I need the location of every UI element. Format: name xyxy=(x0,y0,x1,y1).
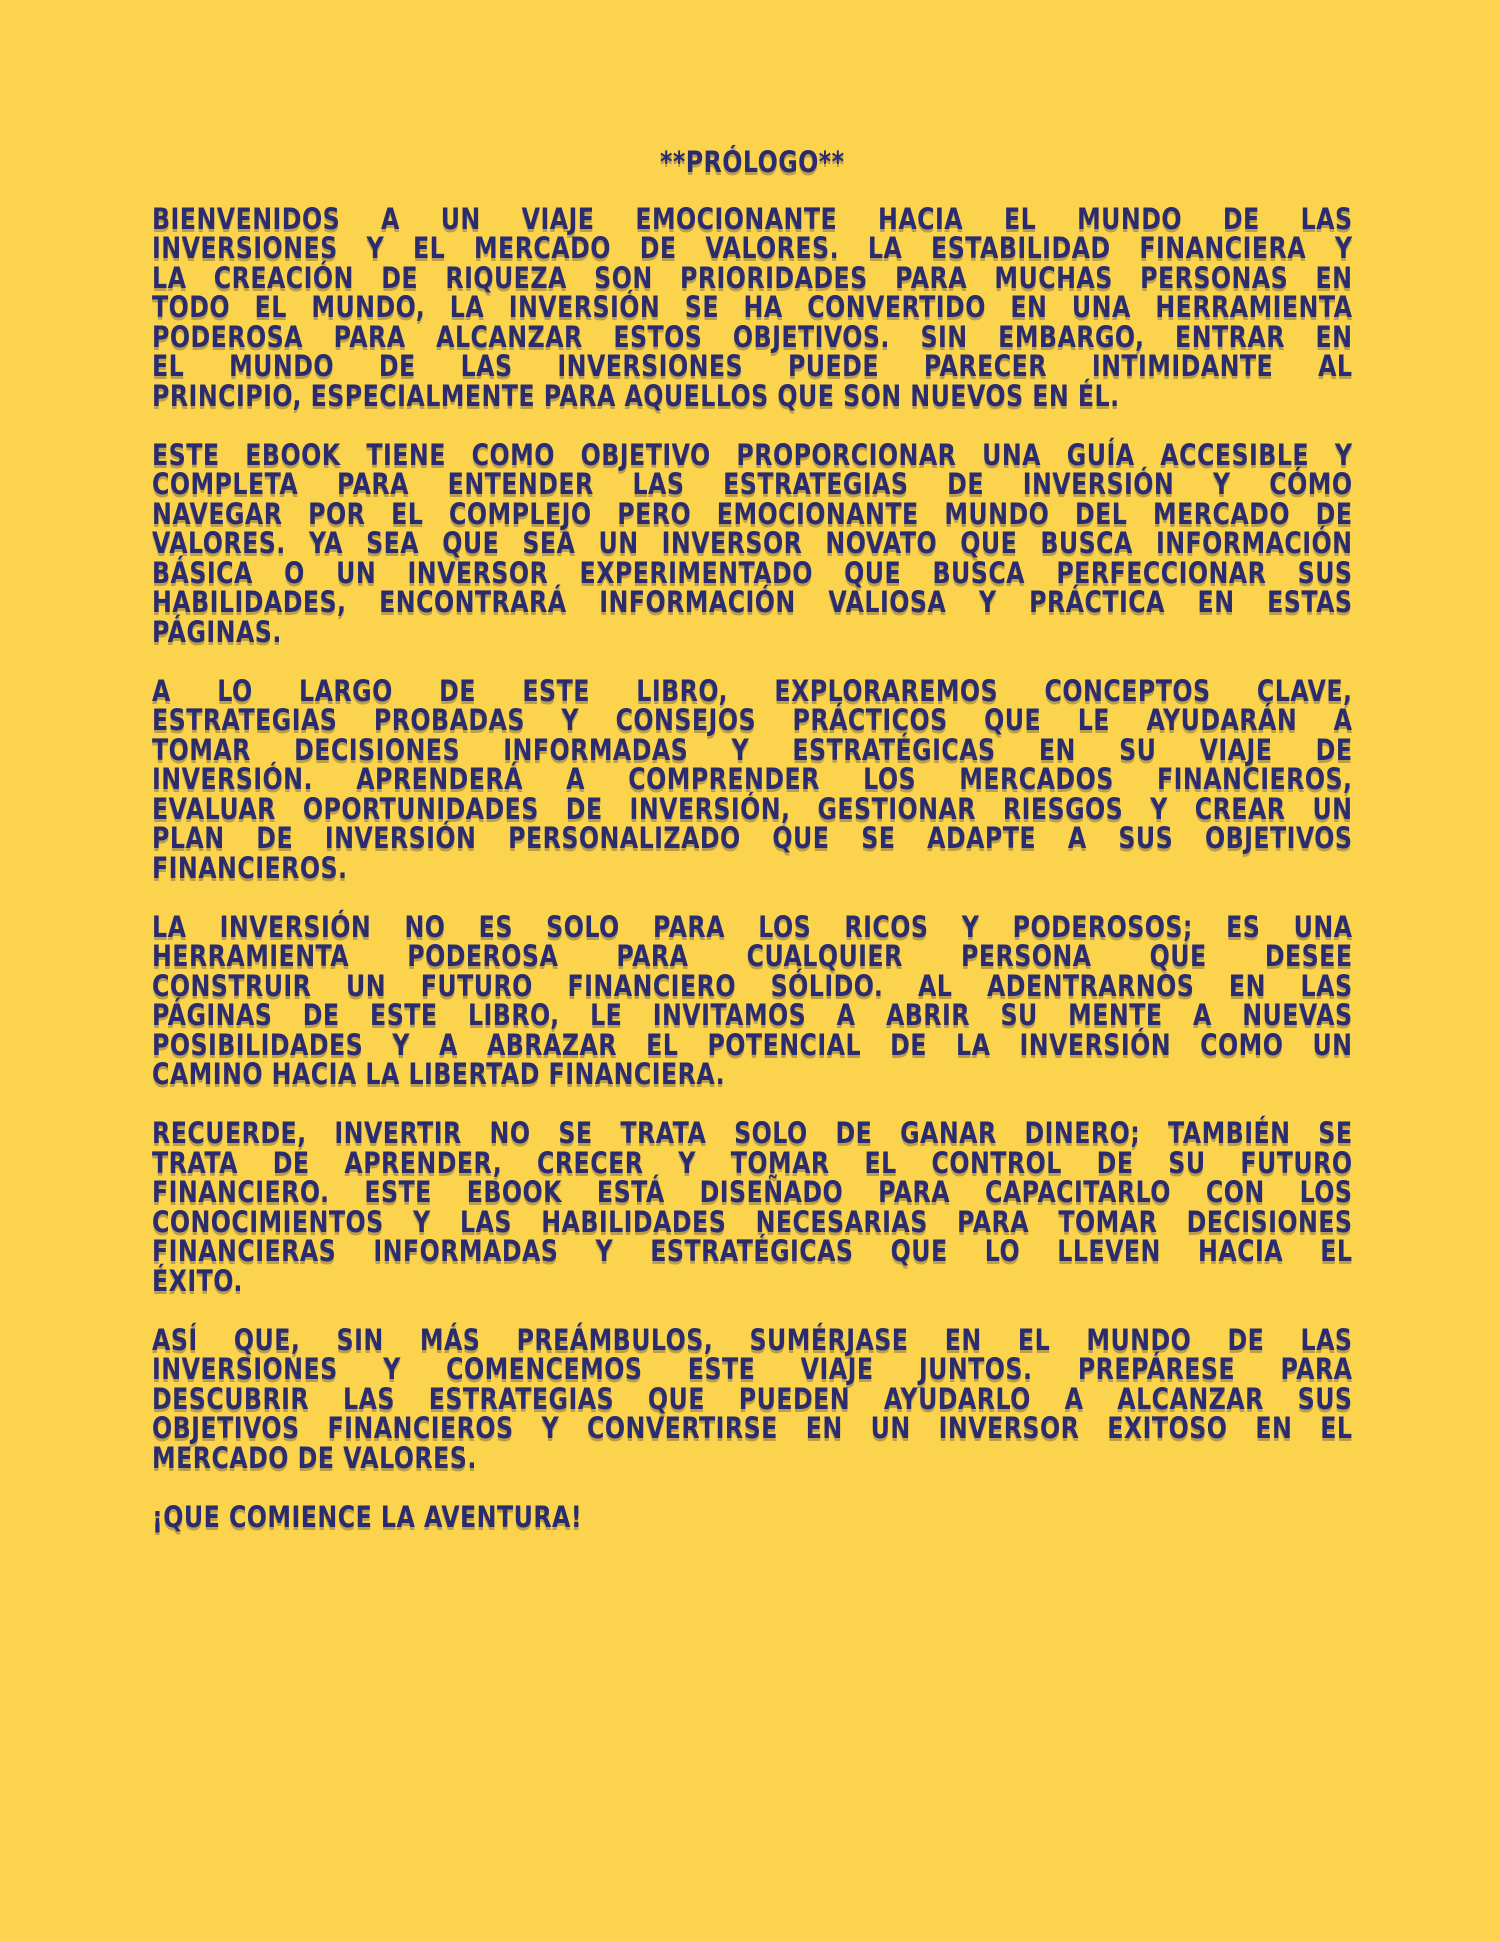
text-line: INVERSIÓN. APRENDERÁ A COMPRENDER LOS MERCADOS FINANCIEROS, xyxy=(152,762,1353,796)
paragraph xyxy=(152,673,1353,885)
text-line: PÁGINAS DE ESTE LIBRO, LE INVITAMOS A ABRIR SU MENTE A NUEVAS xyxy=(152,998,1353,1032)
text-line: RECUERDE, INVERTIR NO SE TRATA SOLO DE GANAR DINERO; TAMBIÉN SE xyxy=(152,1116,1353,1150)
text-line: INVERSIONES Y EL MERCADO DE VALORES. LA ESTABILIDAD FINANCIERA Y xyxy=(152,231,1353,265)
text-line: OBJETIVOS FINANCIEROS Y CONVERTIRSE EN UN INVERSOR EXITOSO EN EL xyxy=(152,1411,1353,1445)
text-line: INVERSIONES Y COMENCEMOS ESTE VIAJE JUNTOS. PREPÁRESE PARA xyxy=(152,1352,1353,1386)
text-line: ESTE EBOOK TIENE COMO OBJETIVO PROPORCIONAR UNA GUÍA ACCESIBLE Y xyxy=(152,437,1353,472)
text-line: A LO LARGO DE ESTE LIBRO, EXPLORAREMOS CONCEPTOS CLAVE, xyxy=(152,673,1353,708)
text-line: TRATA DE APRENDER, CRECER Y TOMAR EL CONTROL DE SU FUTURO xyxy=(152,1145,1353,1180)
text-line: COMPLETA PARA ENTENDER LAS ESTRATEGIAS DE INVERSIÓN Y CÓMO xyxy=(152,467,1353,501)
text-line: MERCADO DE VALORES. xyxy=(152,1440,477,1475)
text-line: HABILIDADES, ENCONTRARÁ INFORMACIÓN VALIOSA Y PRÁCTICA EN ESTAS xyxy=(152,585,1353,619)
prologue-body xyxy=(152,201,1353,1534)
page-content xyxy=(152,145,1353,1534)
text-line: CONOCIMIENTOS Y LAS HABILIDADES NECESARIAS PARA TOMAR DECISIONES xyxy=(152,1204,1353,1239)
text-line: LA INVERSIÓN NO ES SOLO PARA LOS RICOS Y PODEROSOS; ES UNA xyxy=(152,909,1353,944)
text-line: PÁGINAS. xyxy=(152,614,282,649)
text-line: ASÍ QUE, SIN MÁS PREÁMBULOS, SUMÉRJASE EN EL MUNDO DE LAS xyxy=(152,1322,1353,1357)
text-line: POSIBILIDADES Y A ABRAZAR EL POTENCIAL DE LA INVERSIÓN COMO UN xyxy=(152,1027,1353,1062)
page-title: **PRÓLOGO** xyxy=(660,145,845,179)
text-line: ÉXITO. xyxy=(152,1263,243,1298)
text-line: TOMAR DECISIONES INFORMADAS Y ESTRATÉGICAS EN SU VIAJE DE xyxy=(152,732,1353,767)
text-line: DESCUBRIR LAS ESTRATEGIAS QUE PUEDEN AYUDARLO A ALCANZAR SUS xyxy=(152,1381,1353,1416)
text-line: PLAN DE INVERSIÓN PERSONALIZADO QUE SE ADAPTE A SUS OBJETIVOS xyxy=(152,821,1353,855)
text-line: FINANCIEROS. xyxy=(152,850,348,885)
text-line: EL MUNDO DE LAS INVERSIONES PUEDE PARECER INTIMIDANTE AL xyxy=(152,349,1353,383)
paragraph xyxy=(152,437,1353,649)
text-line: TODO EL MUNDO, LA INVERSIÓN SE HA CONVERTIDO EN UNA HERRAMIENTA xyxy=(152,290,1353,324)
text-line: PODEROSA PARA ALCANZAR ESTOS OBJETIVOS. SIN EMBARGO, ENTRAR EN xyxy=(152,319,1353,354)
text-line: BÁSICA O UN INVERSOR EXPERIMENTADO QUE BUSCA PERFECCIONAR SUS xyxy=(152,555,1353,590)
text-line: LA CREACIÓN DE RIQUEZA SON PRIORIDADES PARA MUCHAS PERSONAS EN xyxy=(152,260,1353,295)
text-line: ESTRATEGIAS PROBADAS Y CONSEJOS PRÁCTICOS QUE LE AYUDARÁN A xyxy=(152,703,1353,737)
text-line: EVALUAR OPORTUNIDADES DE INVERSIÓN, GESTIONAR RIESGOS Y CREAR UN xyxy=(152,791,1353,826)
text-line: NAVEGAR POR EL COMPLEJO PERO EMOCIONANTE MUNDO DEL MERCADO DE xyxy=(152,496,1353,531)
text-line: ¡QUE COMIENCE LA AVENTURA! xyxy=(152,1499,583,1534)
paragraph xyxy=(152,201,1353,413)
paragraph xyxy=(152,1499,1352,1534)
paragraph xyxy=(152,909,1353,1091)
text-line: BIENVENIDOS A UN VIAJE EMOCIONANTE HACIA EL MUNDO DE LAS xyxy=(152,201,1353,236)
text-line: VALORES. YA SEA QUE SEA UN INVERSOR NOVATO QUE BUSCA INFORMACIÓN xyxy=(152,526,1353,560)
paragraph xyxy=(152,1116,1353,1298)
text-line: CONSTRUIR UN FUTURO FINANCIERO SÓLIDO. AL ADENTRARNOS EN LAS xyxy=(152,968,1353,1003)
text-line: FINANCIERO. ESTE EBOOK ESTÁ DISEÑADO PARA CAPACITARLO CON LOS xyxy=(152,1175,1353,1209)
text-line: HERRAMIENTA PODEROSA PARA CUALQUIER PERSONA QUE DESEE xyxy=(152,939,1353,973)
text-line: CAMINO HACIA LA LIBERTAD FINANCIERA. xyxy=(152,1057,726,1091)
paragraph xyxy=(152,1322,1353,1475)
text-line: PRINCIPIO, ESPECIALMENTE PARA AQUELLOS QUE SON NUEVOS EN ÉL. xyxy=(152,378,1120,413)
text-line: FINANCIERAS INFORMADAS Y ESTRATÉGICAS QUE LO LLEVEN HACIA EL xyxy=(152,1234,1353,1268)
